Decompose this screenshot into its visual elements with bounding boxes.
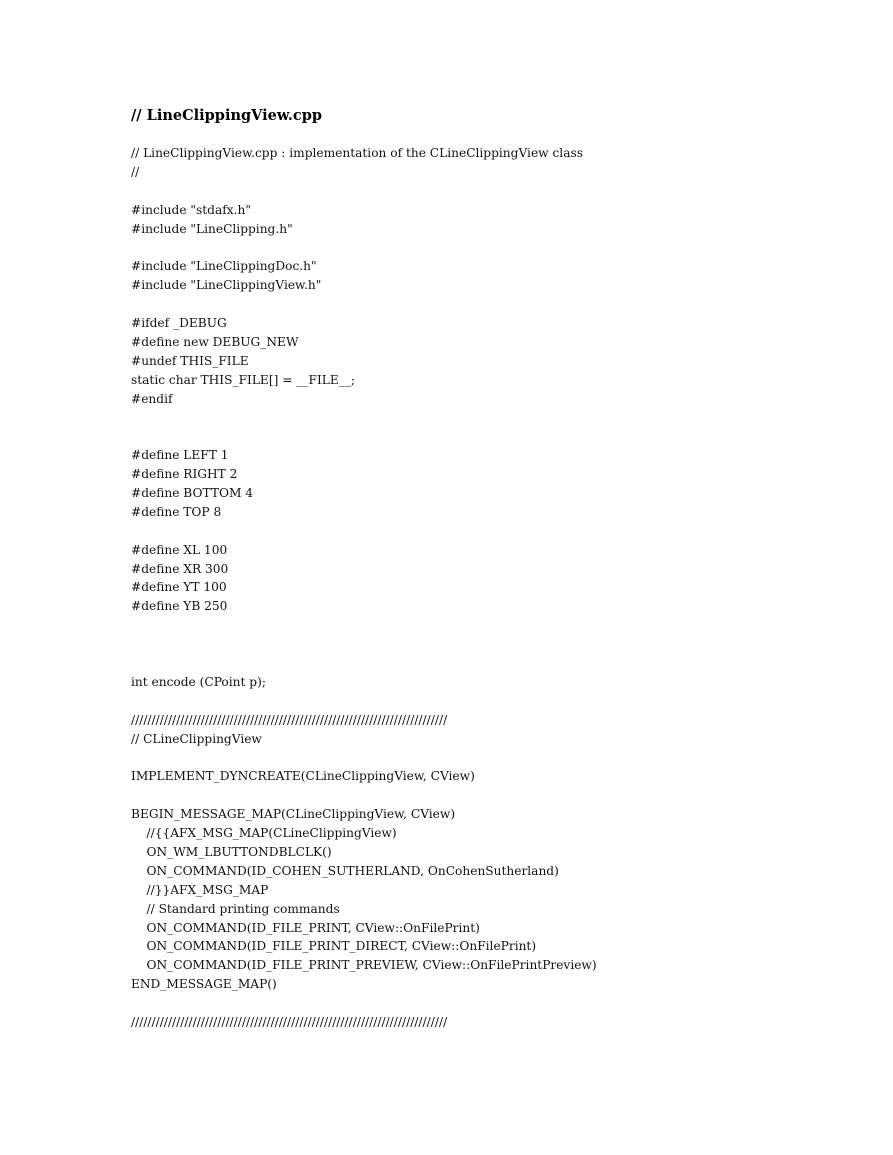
code-line: #include "LineClipping.h" [131,221,293,236]
code-line: #define RIGHT 2 [131,467,238,482]
code-line: static char THIS_FILE[] = __FILE__; [131,372,356,387]
code-line: int encode (CPoint p); [131,674,266,689]
code-line [131,295,871,314]
code-line: IMPLEMENT_DYNCREATE(CLineClippingView, CView) [131,769,475,784]
code-line: #undef THIS_FILE [131,353,249,368]
code-line [131,786,871,805]
code-line: ///////////////////////////////////////////////////////////////////////////// [131,712,448,727]
code-line [131,635,871,654]
code-line: BEGIN_MESSAGE_MAP(CLineClippingView, CView) [131,807,456,822]
document-title: // LineClippingView.cpp [131,107,323,124]
code-line: #include "stdafx.h" [131,202,251,217]
code-line: #endif [131,391,173,406]
code-line: #include "LineClippingDoc.h" [131,259,317,274]
code-line: // Standard printing commands [131,901,340,916]
code-line: #define new DEBUG_NEW [131,334,299,349]
code-line [131,749,871,768]
code-line [131,427,871,446]
code-line [131,692,871,711]
code-line: END_MESSAGE_MAP() [131,977,277,992]
code-line: #define YT 100 [131,580,227,595]
code-line: // LineClippingView.cpp : implementation of the CLineClippingView class [131,146,583,160]
code-line: //{{AFX_MSG_MAP(CLineClippingView) [131,826,397,841]
code-line: // CLineClippingView [131,731,262,746]
code-line: // [131,164,140,179]
code-line [131,238,871,257]
code-line [131,654,871,673]
code-line [131,616,871,635]
code-line: #define XL 100 [131,542,228,557]
code-line: ON_COMMAND(ID_FILE_PRINT, CView::OnFilePrint) [131,920,480,935]
code-line: #include "LineClippingView.h" [131,278,322,293]
code-line: ///////////////////////////////////////////////////////////////////////////// [131,1014,448,1029]
code-line: ON_WM_LBUTTONDBLCLK() [131,844,332,859]
code-line: #define BOTTOM 4 [131,486,254,501]
code-line: //}}AFX_MSG_MAP [131,882,269,897]
code-line: #ifdef _DEBUG [131,316,227,331]
code-line: ON_COMMAND(ID_COHEN_SUTHERLAND, OnCohenSutherland) [131,863,559,878]
code-line: #define YB 250 [131,599,228,614]
code-line: ON_COMMAND(ID_FILE_PRINT_DIRECT, CView::OnFilePrint) [131,939,537,954]
code-line: ON_COMMAND(ID_FILE_PRINT_PREVIEW, CView::OnFilePrintPreview) [131,958,597,973]
code-line: #define TOP 8 [131,504,222,519]
code-line [131,522,871,541]
code-line [131,994,871,1013]
code-listing [131,144,871,1032]
code-line [131,408,871,427]
code-line: #define XR 300 [131,561,229,576]
code-line: #define LEFT 1 [131,448,229,463]
code-line [131,182,871,201]
